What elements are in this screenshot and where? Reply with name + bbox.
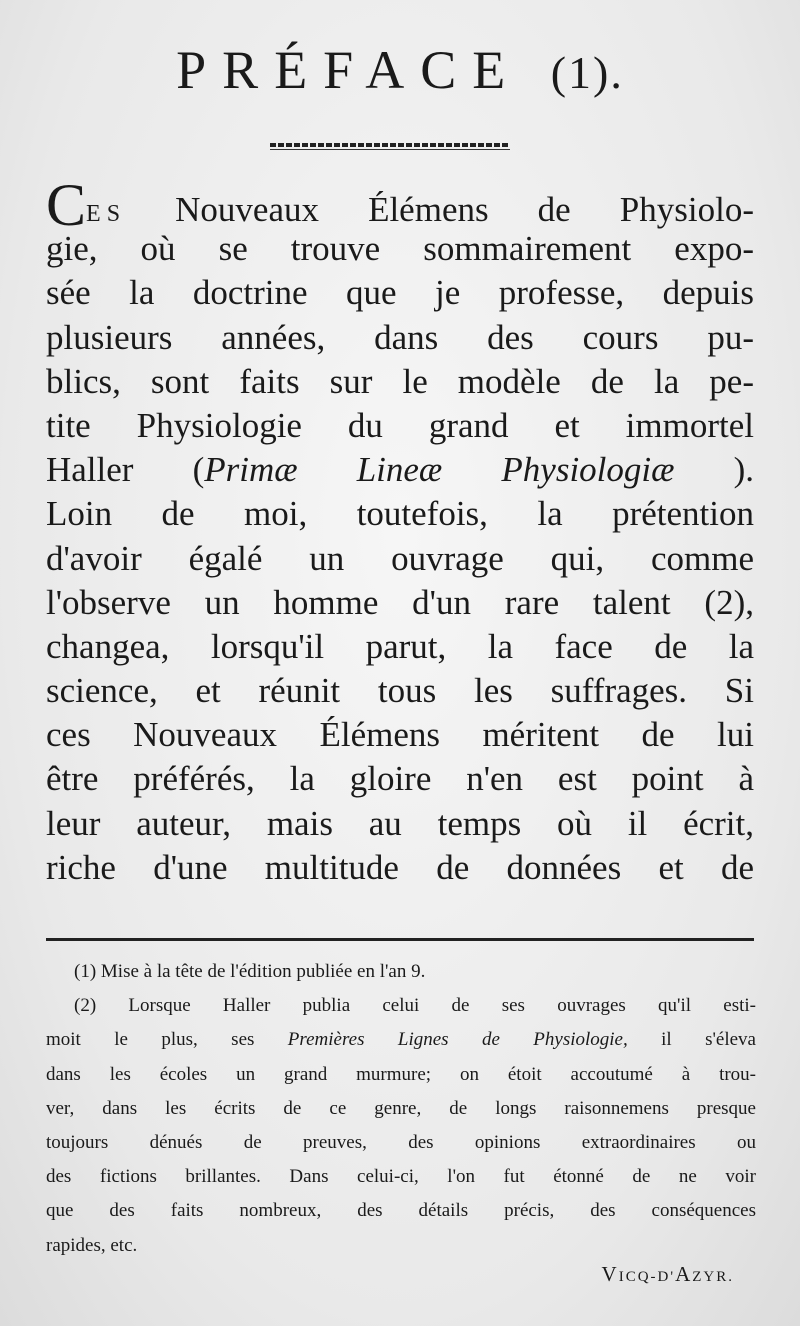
footnote-2-line-2-post: il s'éleva bbox=[661, 1029, 756, 1051]
latin-title: Primæ Lineæ Physiologiæ bbox=[204, 450, 675, 490]
footnote-2-line-1: (2) Lorsque Haller publia celui de ses ouvrages qu'il esti- bbox=[74, 995, 756, 1017]
body-line-16: riche d'une multitude de données et de bbox=[46, 847, 754, 887]
title-thin-rule bbox=[270, 149, 510, 150]
body-line-5: blics, sont faits sur le modèle de la pe- bbox=[46, 361, 754, 401]
title-text: PRÉFACE bbox=[176, 40, 522, 100]
body-line-4: plusieurs années, dans des cours pu- bbox=[46, 317, 754, 357]
body-line-1-rest: Nouveaux Élémens de Physiolo- bbox=[175, 190, 754, 229]
small-caps-word: ES bbox=[86, 201, 127, 227]
footnote-2-line-2 bbox=[46, 1023, 756, 1057]
body-line-2: gie, où se trouve sommairement expo- bbox=[46, 229, 754, 269]
drop-cap: C bbox=[46, 172, 87, 238]
body-line-6: tite Physiologie du grand et immortel bbox=[46, 405, 754, 445]
page-title bbox=[0, 40, 800, 103]
footnote-2-line-5: toujours dénués de preuves, des opinions extraordinaires ou bbox=[46, 1131, 756, 1153]
body-line-11: changea, lorsqu'il parut, la face de la bbox=[46, 626, 754, 666]
title-note-marker: (1). bbox=[550, 47, 624, 98]
body-line-7 bbox=[46, 448, 754, 492]
footnote-2-line-8: rapides, etc. bbox=[46, 1234, 138, 1256]
footnote-2-line-4: ver, dans les écrits de ce genre, de longs raisonnemens presque bbox=[46, 1097, 756, 1119]
signature-initial-v: V bbox=[601, 1262, 619, 1286]
footnote-2-line-6: des fictions brillantes. Dans celui-ci, l'on fut étonné de ne voir bbox=[46, 1166, 756, 1188]
body-line-7-pre: Haller ( bbox=[46, 450, 205, 490]
preface-body bbox=[46, 172, 755, 890]
footnote-2-line-3: dans les écoles un grand murmure; on étoit accoutumé à trou- bbox=[46, 1063, 756, 1085]
signature-part-icq: ICQ-D' bbox=[618, 1269, 676, 1285]
body-line-1 bbox=[46, 172, 754, 238]
body-line-12: science, et réunit tous les suffrages. Si bbox=[46, 671, 754, 711]
footnote-2-line-7: que des faits nombreux, des détails précis, des conséquences bbox=[46, 1200, 756, 1222]
footnote-2-book-title: Premières Lignes de Physiologie, bbox=[287, 1029, 628, 1051]
body-line-13: ces Nouveaux Élémens méritent de lui bbox=[46, 715, 754, 755]
signature-part-zyr: ZYR. bbox=[692, 1269, 734, 1285]
footnotes bbox=[46, 955, 756, 1263]
body-line-15: leur auteur, mais au temps où il écrit, bbox=[46, 803, 754, 843]
signature-initial-a: A bbox=[675, 1262, 693, 1286]
body-line-8: Loin de moi, toutefois, la prétention bbox=[46, 494, 754, 534]
footnote-separator-rule bbox=[46, 938, 754, 941]
author-signature bbox=[602, 1262, 734, 1287]
body-line-7-post: ). bbox=[733, 450, 755, 490]
body-line-3: sée la doctrine que je professe, depuis bbox=[46, 273, 754, 313]
body-line-9: d'avoir égalé un ouvrage qui, comme bbox=[46, 538, 754, 578]
footnote-1: (1) Mise à la tête de l'édition publiée en l'an 9. bbox=[74, 961, 426, 982]
footnote-2-line-2-pre: moit le plus, ses bbox=[46, 1029, 255, 1051]
title-ornamental-rule bbox=[270, 143, 510, 147]
body-line-14: être préférés, la gloire n'en est point à bbox=[46, 759, 754, 799]
body-line-10: l'observe un homme d'un rare talent (2), bbox=[46, 582, 754, 622]
